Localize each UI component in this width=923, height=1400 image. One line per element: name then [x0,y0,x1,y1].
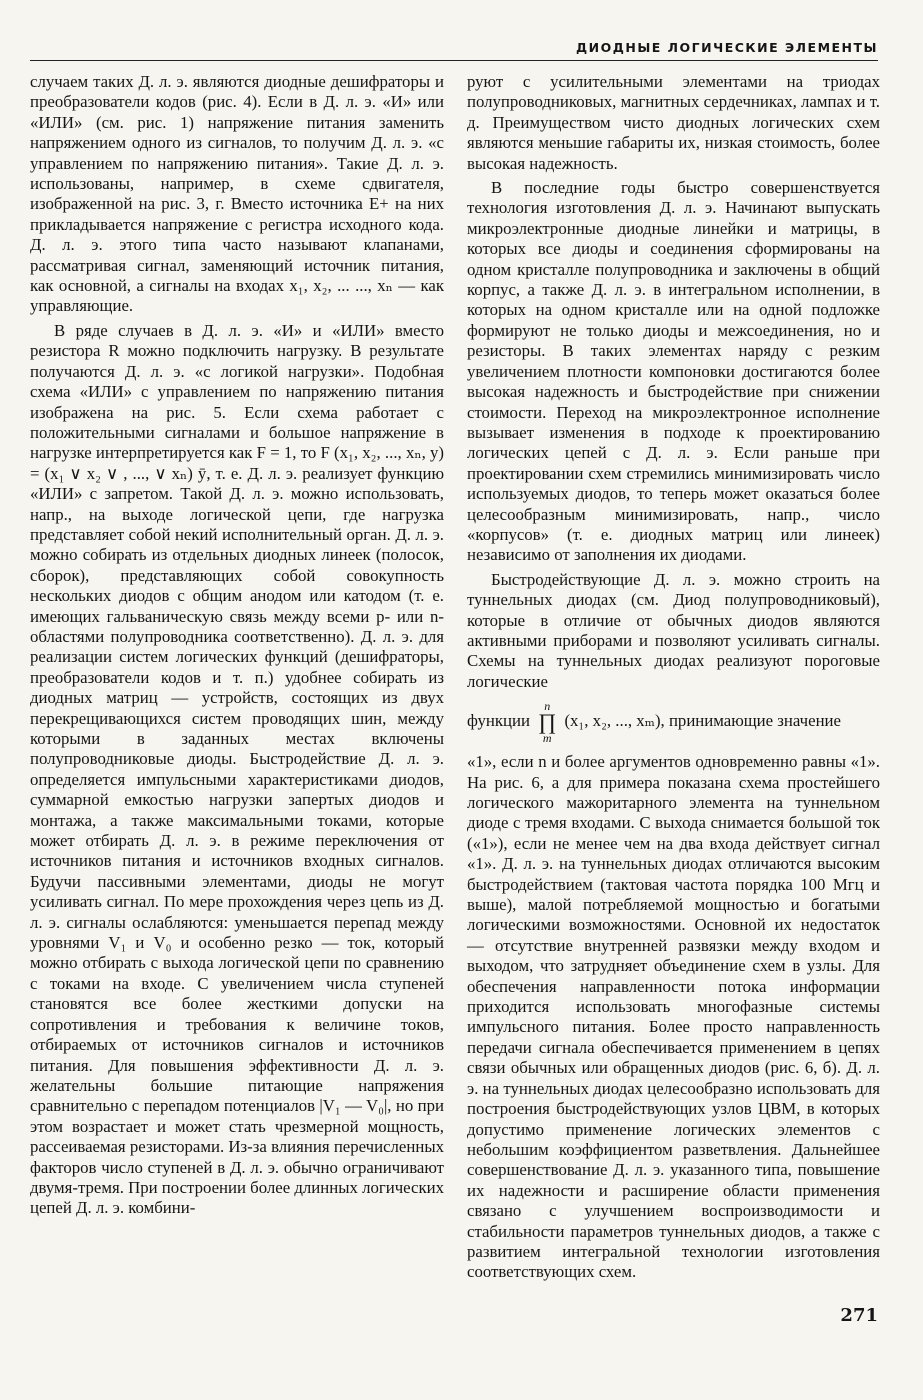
right-paragraph-4: «1», если n и более аргументов одновременно равны «1». На рис. 6, а для примера показана схема простейшего логического мажоритарного элемента на туннельном диоде с тремя входами. С выхода снимается большой ток («1»), если не менее чем на два входа действует сигнал «1». Д. л. э. на туннельных диодах отличаются высоким быстродействием (тактовая частота порядка 100 Мгц и выше), малой потребляемой мощностью и богатыми логическими возможностями. Основной их недостаток — отсутствие внутренней развязки между входом и выходом, что затрудняет объединение схем в узлы. Для обеспечения направленности потока информации приходится использовать многофазные системы импульсного питания. Более просто направленность передачи сигнала обеспечивается применением в цепях связи обычных или обращенных диодов (рис. 6, б). Д. л. э. на туннельных диодах целесообразно использовать для построения быстродействующих узлов ЦВМ, в которых допустимо применение логических элементов с небольшим коэффициентом разветвления. Дальнейшее совершенствование Д. л. э. указанного типа, повышение их надежности и расширение области применения связано с улучшением воспроизводимости и стабильности параметров туннельных диодов, а также с развитием интегральной технологии изготовления соответствующих схем. [467,752,880,1282]
running-header-title: ДИОДНЫЕ ЛОГИЧЕСКИЕ ЭЛЕМЕНТЫ [576,40,878,55]
formula-suffix: (x₁, x₂, ..., xₘ), принимающие значение [564,711,841,731]
product-symbol: ∏ [538,709,557,735]
product-upper-index: n [544,699,551,714]
page-number: 271 [840,1305,878,1326]
running-header [30,38,878,61]
right-paragraph-3: Быстродействующие Д. л. э. можно строить на туннельных диодах (см. Диод полупроводниковый), которые в отличие от обычных диодов являются активными приборами и позволяют усиливать сигналы. Схемы на туннельных диодах реализуют пороговые логические [467,569,880,691]
formula-prefix: функции [467,711,530,731]
right-paragraph-1: руют с усилительными элементами на триодах полупроводниковых, магнитных сердечниках, лампах и т. д. Преимуществом чисто диодных логических схем являются меньшие габариты их, низкая стоимость, более высокая надежность. [467,72,880,173]
right-paragraph-2: В последние годы быстро совершенствуется технология изготовления Д. л. э. Начинают выпускать микроэлектронные диодные линейки и матрицы, в которых все диоды и соединения сформированы на одном кристалле полупроводника и заключены в общий корпус, а также Д. л. э. в интегральном исполнении, в которых на одном кристалле или на одной подложке формируют не только диоды и межсоединения, но и резисторы. В таких элементах наряду с резким увеличением плотности компоновки достигаются более высокая надежность и быстродействие при снижении стоимости. Переход на микроэлектронное исполнение вызывает изменения в подходе к проектированию логических цепей с Д. л. э. Если раньше при проектировании схем стремились минимизировать число используемых диодов, то теперь может оказаться более целесообразным минимизировать, напр., число «корпусов» (т. е. диодных матриц или линеек) независимо от заполнения их диодами. [467,178,880,565]
product-operator [538,698,556,746]
left-paragraph-1: случаем таких Д. л. э. являются диодные дешифраторы и преобразователи кодов (рис. 4). Если в Д. л. э. «И» или «ИЛИ» (см. рис. 1) напряжение питания заменить напряжением одного из сигналов, то получим Д. л. э. «с управлением по напряжению питания». Такие Д. л. э. использованы, например, в схеме сдвигателя, изображенной на рис. 3, г. Вместо источника E+ на них прикладывается напряжение с регистра исходного кода. Д. л. э. этого типа часто называют клапанами, рассматривая сигнал, заменяющий источник питания, как основной, а сигналы на входах x₁, x₂, ... ..., xₙ — как управляющие. [30,72,444,316]
left-column [30,72,444,1219]
product-lower-index: m [542,731,552,746]
left-paragraph-2: В ряде случаев в Д. л. э. «И» и «ИЛИ» вместо резистора R можно подключить нагрузку. В результате получаются Д. л. э. «с логикой нагрузки». Подобная схема «ИЛИ» с управлением по напряжению питания изображена на рис. 5. Если схема работает с положительными сигналами и большое напряжение в нагрузке интерпретируется как F = 1, то F (x₁, x₂, ..., xₙ, y) = (x₁ ∨ x₂ ∨ , ..., ∨ xₙ) ȳ, т. е. Д. л. э. реализует функцию «ИЛИ» с запретом. Такой Д. л. э. можно использовать, напр., на выходе логической цепи, где нагрузка представляет собой некий исполнительный орган. Д. л. э. можно собирать из отдельных диодных линеек (полосок, сборок), представляющих собой совокупность нескольких диодов с общим анодом или катодом (т. е. имеющих гальваническую связь между всеми p- или n-областями полупроводника соответственно). Д. л. э. для реализации систем логических функций (дешифраторы, преобразователи кодов и т. п.) удобнее собирать из диодных матриц — устройств, состоящих из двух перекрещивающихся систем проводящих шин, между которыми в заданных местах включены полупроводниковые диоды. Быстродействие Д. л. э. определяется импульсными характеристиками диодов, суммарной емкостью нагрузки запертых диодов и монтажа, а также максимальными токами, которые может отбирать Д. л. э. в режиме переключения от источников питания и источников входных сигналов. Будучи пассивными элементами, диоды не могут усиливать сигнал. По мере прохождения через цепь из Д. л. э. сигналы ослабляются: уменьшается перепад между уровнями V₁ и V₀ и особенно резко — ток, который можно отбирать с выхода логической цепи по сравнению с токами на входе. С увеличением числа ступеней становятся все более жесткими допуски на сопротивления и требования к величине токов, отбираемых от источников сигналов и источников питания. Для повышения эффективности Д. л. э. желательны большие питающие напряжения сравнительно с перепадом потенциалов |V₁ — V₀|, но при этом возрастает и может стать чрезмерной мощность, рассеиваемая резисторами. Из-за влияния перечисленных факторов число ступеней в Д. л. э. обычно ограничивают двумя-тремя. При построении более длинных логических цепей Д. л. э. комбини- [30,320,444,1218]
threshold-function-formula [467,698,880,746]
right-column [467,72,880,1283]
